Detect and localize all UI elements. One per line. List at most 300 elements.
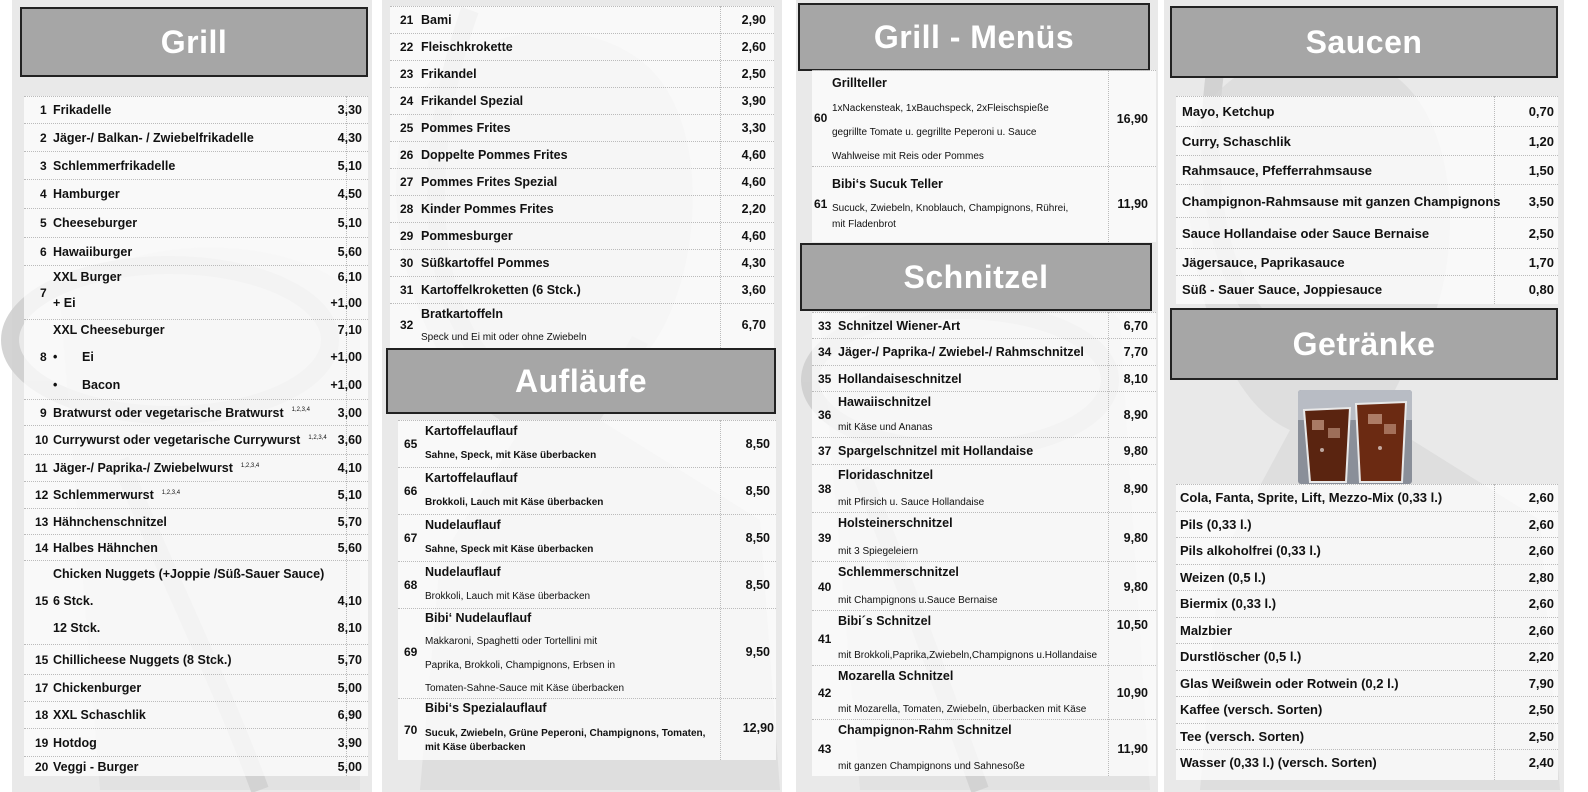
item-name: XXL Burger — [53, 270, 122, 284]
allergen-note: 1,2,3,4 — [240, 462, 260, 469]
item-name: Halbes Hähnchen — [53, 540, 158, 555]
grill-row — [24, 508, 368, 534]
item-price: 2,60 — [1528, 543, 1554, 558]
item-number: 37 — [818, 444, 832, 458]
drink-row — [1176, 537, 1558, 564]
getraenke-header: Getränke — [1170, 308, 1558, 380]
item-description: mit Käse überbacken — [425, 742, 526, 753]
item-description: Makkaroni, Spaghetti oder Tortellini mit — [425, 636, 598, 647]
item-description: Wahlweise mit Reis oder Pommes — [832, 151, 984, 162]
item-name: Bibi‘s Sucuk Teller — [832, 177, 943, 191]
grill-row — [24, 208, 368, 237]
item-name: Chicken Nuggets (+Joppie /Süß-Sauer Sauce) — [53, 567, 325, 581]
schnitzel-row — [812, 665, 1156, 719]
schnitzel-row — [812, 437, 1156, 464]
schnitzel-row — [812, 512, 1156, 561]
item-price: 3,50 — [1528, 193, 1554, 209]
item-number: 3 — [40, 158, 47, 173]
item-price: 16,90 — [1116, 112, 1148, 126]
item-number: 68 — [404, 578, 418, 592]
item-name: Schnitzel Wiener-Art — [838, 319, 961, 333]
item-name: Bratkartoffeln — [421, 307, 503, 321]
schnitzel-table — [812, 312, 1156, 776]
item-price: 4,30 — [337, 130, 362, 145]
item-price: 1,20 — [1528, 133, 1554, 149]
item-number: 30 — [400, 256, 414, 270]
grill-row — [24, 756, 368, 776]
side-row-bratkartoffeln — [390, 303, 774, 348]
item-name: Frikandel Spezial — [421, 94, 524, 108]
item-price: 11,90 — [1117, 197, 1148, 211]
item-name: Kartoffelauflauf — [425, 471, 518, 485]
side-row — [390, 168, 774, 195]
side-row — [390, 141, 774, 168]
item-price: 8,90 — [1123, 408, 1148, 422]
item-name: Kinder Pommes Frites — [421, 202, 554, 216]
item-name: Curry, Schaschlik — [1182, 133, 1291, 149]
item-description: Tomaten-Sahne-Sauce mit Käse überbacken — [425, 683, 625, 694]
grill-row — [24, 674, 368, 701]
auflaeufe-header: Aufläufe — [386, 348, 776, 414]
grill-row — [24, 534, 368, 560]
item-number: 2 — [40, 130, 47, 145]
item-name: Hawaiiburger — [53, 244, 133, 259]
grill-header: Grill — [20, 7, 368, 77]
grill-row-xxl-cheeseburger — [24, 319, 368, 399]
drink-row — [1176, 484, 1558, 511]
grill-row — [24, 701, 368, 728]
item-name: Frikandel — [421, 67, 477, 81]
grill-row — [24, 179, 368, 208]
item-description: Speck und Ei mit oder ohne Zwiebeln — [421, 332, 587, 343]
item-name: Süßkartoffel Pommes — [421, 256, 550, 270]
item-price: 5,70 — [337, 514, 362, 529]
item-price: 6,70 — [1123, 319, 1148, 333]
bullet-icon: • — [53, 350, 58, 364]
item-price: 2,60 — [1528, 490, 1554, 505]
item-price: 6,90 — [337, 708, 362, 722]
item-price: 2,20 — [1528, 649, 1554, 664]
sauce-row — [1176, 184, 1558, 217]
item-name: Kartoffelkroketten (6 Stck.) — [421, 283, 581, 297]
auflauf-row — [398, 514, 776, 561]
item-name: Chillicheese Nuggets (8 Stck.) — [53, 652, 232, 667]
auflauf-row — [398, 420, 776, 467]
option-price: 8,10 — [337, 621, 362, 635]
item-description: mit Käse und Ananas — [838, 422, 933, 433]
item-number: 19 — [35, 735, 49, 750]
item-name: Kartoffelauflauf — [425, 424, 518, 438]
item-name: Jäger-/ Paprika-/ Zwiebel-/ Rahmschnitzel — [838, 345, 1084, 359]
item-description: mit Mozarella, Tomaten, Zwiebeln, überbacken mit Käse — [838, 704, 1087, 715]
menu-row-60 — [812, 70, 1156, 166]
item-number: 8 — [40, 350, 47, 364]
schnitzel-header: Schnitzel — [800, 243, 1152, 311]
item-price: 9,80 — [1123, 579, 1148, 594]
item-name: Hähnchenschnitzel — [53, 514, 167, 529]
item-description: Sucuck, Zwiebeln, Knoblauch, Champignons, Rühre​i, — [832, 203, 1069, 214]
item-price: 8,10 — [1123, 372, 1148, 386]
item-name: Pommes Frites — [421, 121, 511, 135]
item-price: 6,10 — [337, 270, 362, 284]
side-row — [390, 114, 774, 141]
item-option: 6 Stck. — [53, 594, 94, 608]
side-row — [390, 33, 774, 60]
item-price: 5,10 — [337, 488, 362, 502]
sauce-row — [1176, 155, 1558, 184]
item-price: 0,70 — [1528, 104, 1554, 119]
drink-row — [1176, 670, 1558, 697]
item-price: 9,80 — [1123, 530, 1148, 545]
item-price: 3,30 — [337, 103, 362, 117]
bullet-icon: • — [53, 378, 58, 392]
item-name: Rahmsauce, Pfefferrahmsause — [1182, 162, 1373, 178]
item-name: Glas Weißwein oder Rotwein (0,2 l.) — [1180, 676, 1399, 691]
saucen-table — [1176, 96, 1558, 304]
item-name: Hollandaiseschnitzel — [838, 372, 962, 386]
item-price: 2,60 — [1528, 623, 1554, 638]
item-name: Jäger-/ Balkan- / Zwiebelfrikadelle — [53, 130, 254, 145]
item-price: 4,60 — [741, 175, 766, 189]
item-name: Currywurst oder vegetarische Currywurst $^{1,2,3,4}$ — [53, 433, 327, 447]
extra-price: +1,00 — [330, 296, 362, 310]
item-name: Jäger-/ Paprika-/ Zwiebelwurst $^{1,2,3,4}$ — [53, 461, 260, 475]
item-number: 38 — [818, 482, 832, 496]
item-number: 15 — [35, 594, 49, 608]
cola-glasses-image — [1298, 390, 1412, 484]
item-description: Sucuk, Zwiebeln, Grüne Peperoni, Champignons, Tomaten, — [425, 728, 706, 739]
grill-row — [24, 96, 368, 123]
item-name: Kaffee (versch. Sorten) — [1180, 702, 1323, 717]
item-price: 8,50 — [745, 578, 770, 592]
item-price: 8,50 — [745, 531, 770, 545]
item-name: Schlemmerschnitzel — [838, 565, 959, 579]
item-description: mit ganzen Champignons und Sahnesoße — [838, 761, 1025, 772]
sauce-row — [1176, 248, 1558, 275]
item-name: Jägersauce, Paprikasauce — [1182, 254, 1345, 270]
sauce-row — [1176, 275, 1558, 302]
item-name: Durstlöscher (0,5 l.) — [1180, 649, 1302, 664]
drink-row — [1176, 511, 1558, 538]
drink-row — [1176, 564, 1558, 591]
item-number: 69 — [404, 645, 418, 659]
schnitzel-row — [812, 391, 1156, 437]
item-name: Pommesburger — [421, 229, 513, 243]
item-number: 66 — [404, 484, 418, 498]
item-price: 3,30 — [741, 121, 766, 135]
item-name: Tee (versch. Sorten) — [1180, 729, 1305, 744]
item-price: 4,60 — [741, 229, 766, 243]
item-number: 22 — [400, 40, 414, 54]
schnitzel-row — [812, 719, 1156, 776]
item-number: 34 — [818, 345, 832, 359]
item-name: Bibi‘ Nudelauflauf — [425, 611, 532, 625]
item-price: 3,60 — [741, 283, 766, 297]
grill-row — [24, 123, 368, 151]
drink-row — [1176, 749, 1558, 776]
item-name: Grillteller — [832, 76, 887, 90]
item-name: Nudelauflauf — [425, 565, 501, 579]
item-number: 26 — [400, 148, 414, 162]
item-number: 60 — [814, 111, 828, 125]
item-description: Brokkoli, Lauch mit Käse überbacken — [425, 497, 604, 508]
item-name: Weizen (0,5 l.) — [1180, 570, 1266, 585]
side-row — [390, 222, 774, 249]
item-price: 4,60 — [741, 148, 766, 162]
item-price: 7,10 — [337, 323, 362, 337]
item-number: 18 — [35, 708, 49, 722]
item-price: 2,50 — [741, 67, 766, 81]
item-number: 21 — [400, 13, 414, 27]
item-price: 0,80 — [1528, 281, 1554, 297]
item-number: 9 — [40, 405, 47, 420]
item-name: Hawaiischnitzel — [838, 395, 932, 409]
item-price: 3,60 — [337, 433, 362, 447]
item-price: 2,90 — [741, 13, 766, 27]
item-number: 17 — [35, 681, 49, 695]
item-name: Bratwurst oder vegetarische Bratwurst $^{1,2,3,4}$ — [53, 405, 310, 420]
item-description: gegrillte Tomate u. gegrillte Peperoni u. Sauce — [832, 127, 1037, 138]
item-name: Wasser (0,33 l.) (versch. Sorten) — [1180, 755, 1377, 770]
item-name: Bami — [421, 13, 452, 27]
extra-price: +1,00 — [330, 350, 362, 364]
item-price: 2,50 — [1528, 225, 1554, 241]
drink-row — [1176, 590, 1558, 617]
schnitzel-row — [812, 365, 1156, 391]
item-description: mit Fladenbrot — [832, 219, 896, 230]
item-number: 7 — [40, 286, 47, 300]
item-number: 4 — [40, 187, 47, 201]
side-row — [390, 60, 774, 87]
item-price: 2,60 — [1528, 517, 1554, 532]
item-price: 5,10 — [337, 216, 362, 230]
item-number: 39 — [818, 530, 832, 545]
drink-row — [1176, 643, 1558, 670]
item-price: 5,10 — [337, 158, 362, 173]
sides-table — [390, 6, 774, 348]
menu-row-61 — [812, 166, 1156, 240]
item-price: 7,70 — [1123, 345, 1148, 359]
item-price: 10,50 — [1116, 618, 1148, 632]
side-row — [390, 87, 774, 114]
item-name: Pommes Frites Spezial — [421, 175, 558, 189]
side-row — [390, 249, 774, 276]
item-name: Schlemmerwurst $^{1,2,3,4}$ — [53, 488, 181, 502]
item-number: 70 — [404, 723, 418, 737]
item-name: Floridaschnitzel — [838, 468, 934, 482]
grill-row-nuggets — [24, 560, 368, 644]
item-number: 20 — [35, 759, 49, 774]
item-name: Cheeseburger — [53, 216, 138, 230]
grill-menus-header: Grill - Menüs — [798, 3, 1150, 71]
item-number: 15 — [35, 652, 49, 667]
item-price: 5,60 — [337, 540, 362, 555]
item-number: 31 — [400, 283, 414, 297]
item-number: 11 — [35, 461, 48, 475]
item-price: 5,00 — [337, 759, 362, 774]
item-name: Schlemmerfrikadelle — [53, 158, 176, 173]
item-name: Süß - Sauer Sauce, Joppiesauce — [1182, 281, 1383, 297]
item-name: Hamburger — [53, 187, 120, 201]
item-number: 28 — [400, 202, 414, 216]
item-number: 65 — [404, 437, 418, 451]
item-description: 1xNackensteak, 1xBauchspeck, 2xFleischspieße — [832, 103, 1049, 114]
schnitzel-row — [812, 561, 1156, 610]
schnitzel-row — [812, 338, 1156, 365]
item-name: Chickenburger — [53, 681, 142, 695]
grill-menus-table — [812, 70, 1156, 242]
sauce-row — [1176, 217, 1558, 248]
saucen-header: Saucen — [1170, 6, 1558, 78]
item-price: 4,30 — [741, 256, 766, 270]
item-name: Bibi´s Schnitzel — [838, 614, 932, 628]
item-price: 7,90 — [1528, 676, 1554, 691]
item-number: 27 — [400, 175, 414, 189]
schnitzel-row — [812, 312, 1156, 338]
auflauf-row — [398, 467, 776, 514]
grill-row — [24, 728, 368, 756]
auflauf-row-70 — [398, 698, 776, 758]
item-price: 3,90 — [337, 735, 362, 750]
item-description: Brokkoli, Lauch mit Käse überbacken — [425, 591, 591, 602]
item-name: Holsteinerschnitzel — [838, 516, 953, 530]
grill-row — [24, 425, 368, 454]
item-extra: + Ei — [53, 296, 76, 310]
item-number: 67 — [404, 531, 418, 545]
item-number: 32 — [400, 318, 414, 332]
item-price: 2,60 — [1528, 596, 1554, 611]
item-name: Frikadelle — [53, 103, 112, 117]
item-description: Sahne, Speck mit Käse überbacken — [425, 544, 594, 555]
grill-row — [24, 644, 368, 674]
grill-table — [24, 96, 368, 776]
item-number: 12 — [35, 488, 49, 502]
item-description: mit Champignons u.Sauce Bernaise — [838, 595, 998, 606]
item-name: XXL Cheeseburger — [53, 323, 165, 337]
item-name: Hotdog — [53, 735, 97, 750]
item-price: 5,70 — [337, 652, 362, 667]
item-name: Bibi‘s Spezialauflauf — [425, 701, 547, 715]
item-price: 2,50 — [1528, 729, 1554, 744]
item-name: Sauce Hollandaise oder Sauce Bernaise — [1182, 225, 1430, 241]
item-number: 6 — [40, 244, 47, 259]
item-extra: Ei — [82, 350, 94, 364]
item-number: 5 — [40, 216, 47, 230]
drink-row — [1176, 723, 1558, 750]
allergen-note: 1,2,3,4 — [308, 434, 327, 441]
item-number: 61 — [814, 197, 828, 211]
item-description: mit Brokkoli,Paprika,Zwiebeln,Champignons u.Hollandaise — [838, 650, 1098, 661]
item-price: 8,50 — [745, 484, 770, 498]
grill-row — [24, 399, 368, 425]
sauce-row — [1176, 126, 1558, 155]
item-name: Pils (0,33 l.) — [1180, 517, 1252, 532]
item-name: Veggi - Burger — [53, 759, 139, 774]
item-name: Fleischkrokette — [421, 40, 513, 54]
item-name: Mayo, Ketchup — [1182, 104, 1275, 119]
item-price: 11,90 — [1117, 741, 1148, 756]
getraenke-table — [1176, 484, 1558, 780]
item-number: 43 — [818, 741, 832, 756]
item-name: Spargelschnitzel mit Hollandaise — [838, 444, 1034, 458]
side-row — [390, 6, 774, 33]
item-number: 23 — [400, 67, 414, 81]
sauce-row — [1176, 96, 1558, 126]
item-name: Nudelauflauf — [425, 518, 501, 532]
item-name: Biermix (0,33 l.) — [1180, 596, 1277, 611]
item-price: 12,90 — [742, 721, 774, 735]
schnitzel-row — [812, 464, 1156, 512]
item-number: 33 — [818, 319, 832, 333]
item-description: Paprika, Brokkoli, Champignons, Erbsen in — [425, 660, 616, 671]
option-price: 4,10 — [337, 594, 362, 608]
item-price: 5,00 — [337, 681, 362, 695]
schnitzel-row — [812, 610, 1156, 665]
auflauf-row-69 — [398, 608, 776, 698]
allergen-note: 1,2,3,4 — [291, 407, 310, 414]
grill-row — [24, 454, 368, 481]
item-price: 2,20 — [741, 202, 766, 216]
item-description: mit Pfirsich u. Sauce Hollandaise — [838, 497, 985, 508]
item-price: 9,80 — [1123, 444, 1148, 458]
item-price: 1,70 — [1528, 254, 1554, 270]
item-extra: Bacon — [82, 378, 121, 392]
item-price: 2,80 — [1528, 570, 1554, 585]
auflauf-row — [398, 561, 776, 608]
drink-row — [1176, 696, 1558, 723]
item-price: 9,50 — [745, 645, 770, 659]
item-name: Champignon-Rahm Schnitzel — [838, 723, 1012, 737]
auflauf-table — [398, 420, 776, 760]
item-number: 36 — [818, 408, 832, 422]
side-row — [390, 276, 774, 303]
item-price: 10,90 — [1116, 686, 1148, 700]
grill-row-xxl-burger — [24, 265, 368, 319]
item-price: 3,90 — [741, 94, 766, 108]
item-number: 13 — [35, 514, 49, 529]
item-price: 8,50 — [745, 437, 770, 451]
extra-price: +1,00 — [330, 378, 362, 392]
allergen-note: 1,2,3,4 — [161, 489, 181, 496]
item-price: 3,00 — [337, 405, 362, 420]
item-number: 24 — [400, 94, 414, 108]
item-name: Champignon-Rahmsause mit ganzen Champignons — [1182, 193, 1501, 209]
item-price: 4,10 — [337, 461, 362, 475]
item-name: Malzbier — [1180, 623, 1233, 638]
item-number: 35 — [818, 372, 832, 386]
item-price: 1,50 — [1528, 162, 1554, 178]
item-number: 41 — [818, 631, 832, 646]
item-name: Cola, Fanta, Sprite, Lift, Mezzo-Mix (0,33 l.) — [1180, 490, 1443, 505]
drink-row — [1176, 617, 1558, 644]
item-number: 10 — [35, 433, 49, 447]
item-description: Sahne, Speck, mit Käse überbacken — [425, 450, 597, 461]
item-price: 2,60 — [741, 40, 766, 54]
item-price: 8,90 — [1123, 482, 1148, 496]
item-name: Doppelte Pommes Frites — [421, 148, 568, 162]
item-description: mit 3 Spiegeleiern — [838, 546, 919, 557]
item-price: 5,60 — [337, 244, 362, 259]
item-price: 2,40 — [1528, 755, 1554, 770]
item-number: 14 — [35, 540, 49, 555]
side-row — [390, 195, 774, 222]
item-name: Mozarella Schnitzel — [838, 669, 954, 683]
item-number: 25 — [400, 121, 414, 135]
grill-row — [24, 151, 368, 179]
grill-row — [24, 237, 368, 265]
item-number: 1 — [40, 103, 47, 117]
item-price: 6,70 — [741, 318, 766, 332]
